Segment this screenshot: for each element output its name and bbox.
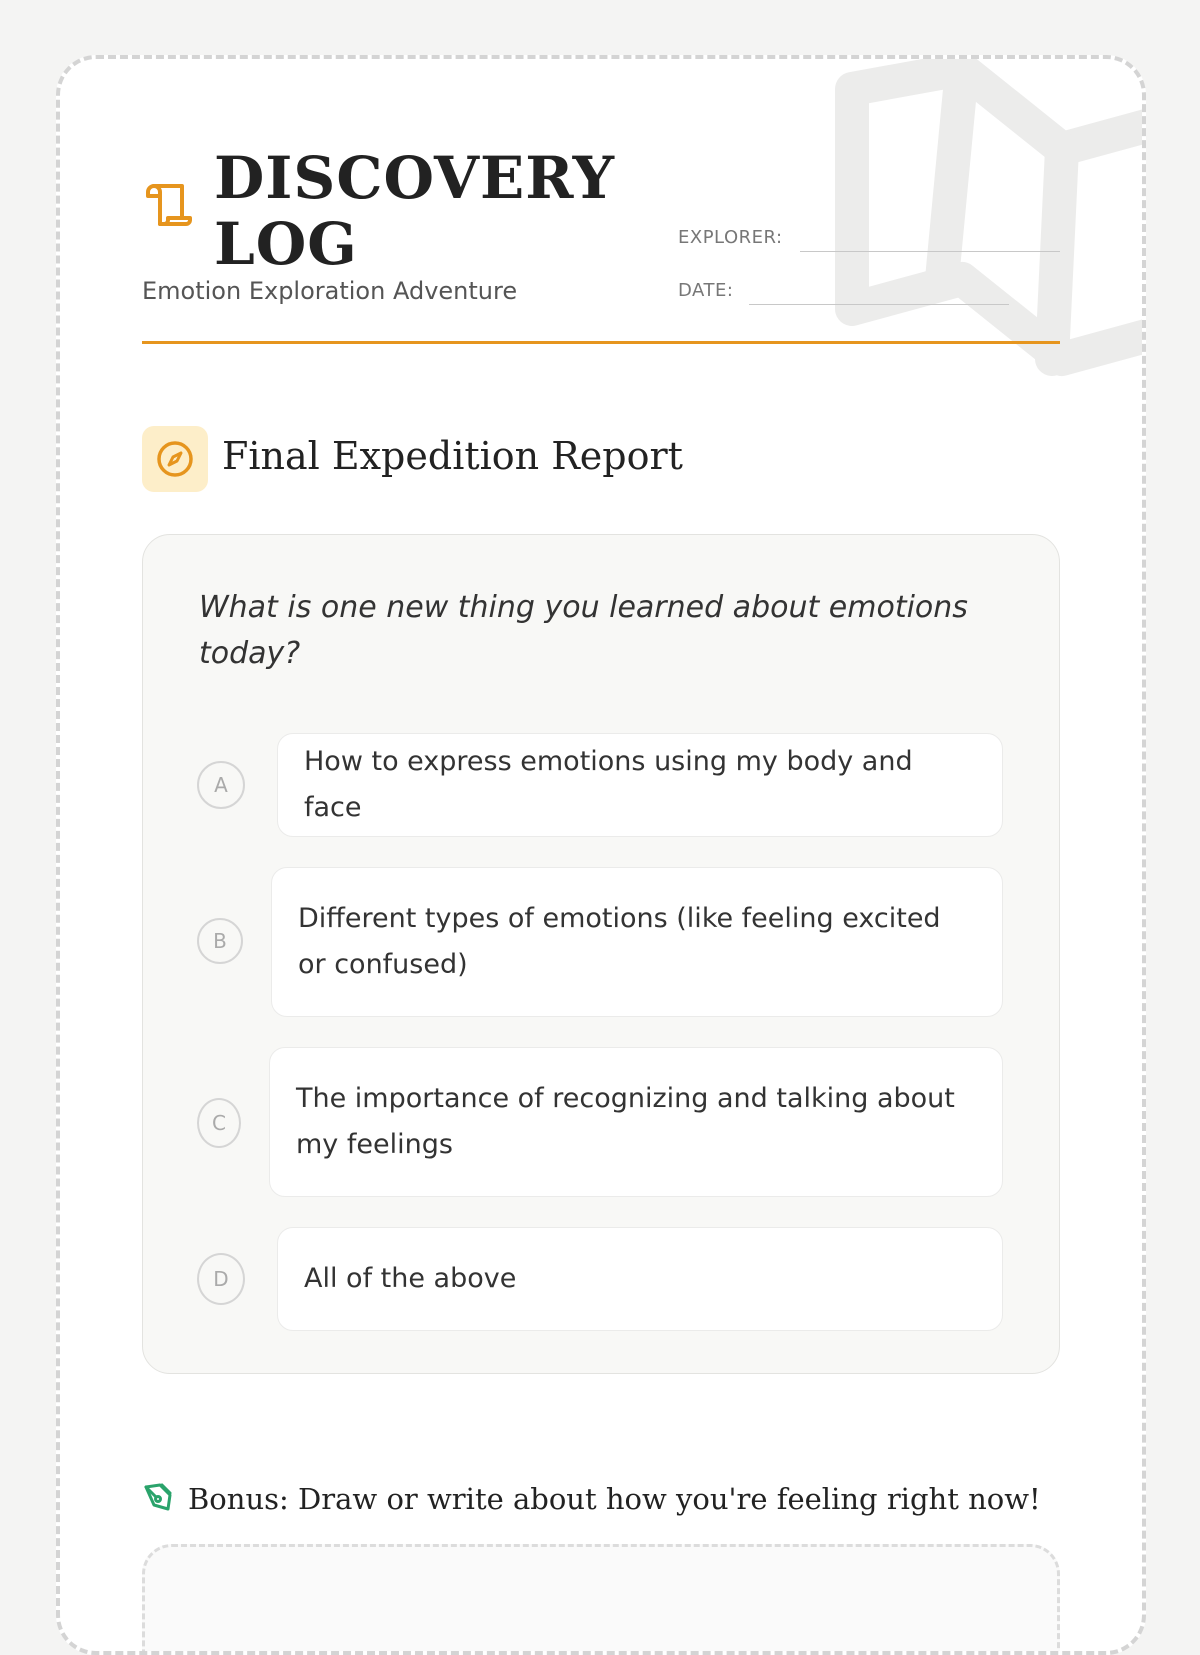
quiz-card	[142, 534, 1060, 1374]
section-icon-badge	[142, 426, 208, 492]
bonus-text: Bonus: Draw or write about how you're feeling right now!	[188, 1482, 1041, 1516]
worksheet-page	[56, 55, 1146, 1655]
log-header	[142, 59, 1060, 344]
date-label: DATE:	[678, 280, 734, 301]
option-letter-b[interactable]: B	[197, 918, 243, 964]
option-letter-a[interactable]: A	[197, 761, 245, 809]
option-text-d[interactable]: All of the above	[277, 1227, 1003, 1331]
explorer-field[interactable]	[800, 251, 1060, 252]
quiz-question: What is one new thing you learned about emotions today?	[199, 590, 968, 671]
explorer-label: EXPLORER:	[678, 227, 783, 248]
scroll-icon	[142, 180, 194, 232]
option-a[interactable]	[197, 733, 1003, 837]
option-text-b[interactable]: Different types of emotions (like feeling excited or confused)	[271, 867, 1003, 1017]
page-subtitle: Emotion Exploration Adventure	[142, 277, 518, 305]
option-letter-d[interactable]: D	[197, 1253, 245, 1305]
option-c[interactable]	[197, 1047, 1003, 1197]
date-field[interactable]	[749, 304, 1009, 305]
option-d[interactable]	[197, 1227, 1003, 1331]
pen-icon	[142, 1481, 174, 1513]
option-b[interactable]	[197, 867, 1003, 1017]
section-title: Final Expedition Report	[222, 434, 683, 478]
option-text-a[interactable]: How to express emotions using my body and face	[277, 733, 1003, 837]
option-letter-c[interactable]: C	[197, 1098, 241, 1148]
compass-icon	[156, 440, 194, 478]
option-text-c[interactable]: The importance of recognizing and talking about my feelings	[269, 1047, 1003, 1197]
page-title: DISCOVERY LOG	[214, 144, 616, 278]
